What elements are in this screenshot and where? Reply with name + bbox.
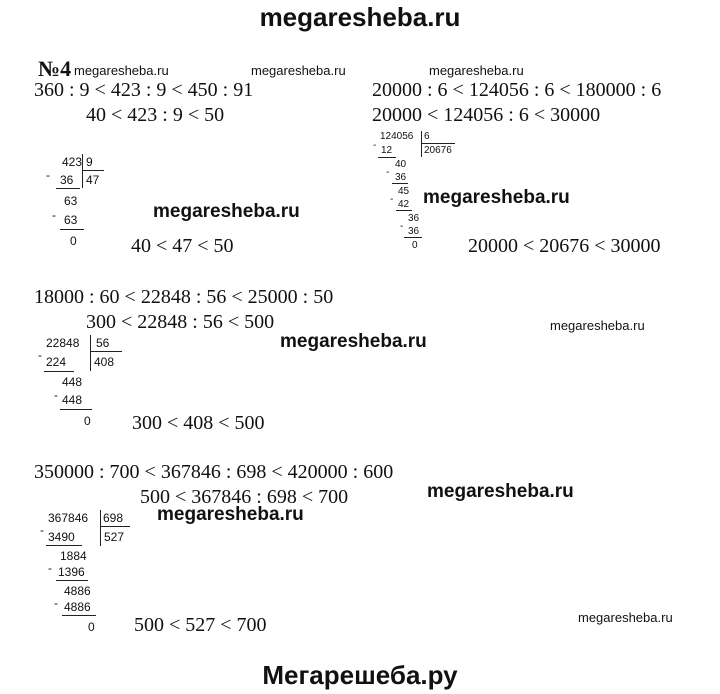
watermark-small: megaresheba.ru xyxy=(74,63,169,78)
p3-remainder-1: 448 xyxy=(62,375,83,389)
p4-inequality-1: 350000 : 700 < 367846 : 698 < 420000 : 600 xyxy=(34,461,394,483)
watermark-large: megaresheba.ru xyxy=(423,187,570,208)
watermark-small: megaresheba.ru xyxy=(251,63,346,78)
p3-remainder-final: 0 xyxy=(84,414,91,428)
p3-dividend: 22848 xyxy=(46,336,80,350)
p2-subtract-1: 12 xyxy=(381,145,393,156)
p1-remainder-final: 0 xyxy=(70,234,77,248)
watermark-large: megaresheba.ru xyxy=(427,481,574,502)
p4-subtract-2: 1396 xyxy=(58,565,85,579)
p4-remainder-final: 0 xyxy=(88,620,95,634)
p2-quotient: 20676 xyxy=(424,145,452,156)
p4-divisor: 698 xyxy=(103,511,124,525)
task-number: №4 xyxy=(38,56,72,81)
watermark-large: megaresheba.ru xyxy=(157,504,304,525)
p1-inequality-2: 40 < 423 : 9 < 50 xyxy=(86,104,225,126)
p1-remainder-1: 63 xyxy=(64,194,78,208)
p1-quotient: 47 xyxy=(86,173,100,187)
p3-subtract-1: 224 xyxy=(46,355,67,369)
p2-inequality-2: 20000 < 124056 : 6 < 30000 xyxy=(372,104,601,126)
p4-subtract-1: 3490 xyxy=(48,530,75,544)
p1-subtract-1: 36 xyxy=(60,173,74,187)
p2-remainder-final: 0 xyxy=(412,240,418,251)
watermark-small: megaresheba.ru xyxy=(429,63,524,78)
watermark-small: megaresheba.ru xyxy=(578,610,673,625)
watermark-small: megaresheba.ru xyxy=(550,318,645,333)
watermark-large: megaresheba.ru xyxy=(153,201,300,222)
p2-dividend: 124056 xyxy=(380,131,414,142)
p3-subtract-2: 448 xyxy=(62,393,83,407)
p1-inequality-1: 360 : 9 < 423 : 9 < 450 : 91 xyxy=(34,79,254,101)
p1-divisor: 9 xyxy=(86,155,93,169)
p4-inequality-2: 500 < 367846 : 698 < 700 xyxy=(140,486,349,508)
p1-result: 40 < 47 < 50 xyxy=(131,235,234,257)
p3-divisor: 56 xyxy=(96,336,110,350)
p1-dividend: 423 xyxy=(62,155,83,169)
p2-divisor: 6 xyxy=(424,131,430,142)
p4-subtract-3: 4886 xyxy=(64,600,91,614)
p2-result: 20000 < 20676 < 30000 xyxy=(468,235,661,257)
p3-result: 300 < 408 < 500 xyxy=(132,412,265,434)
header-site-title: megaresheba.ru xyxy=(259,2,461,32)
footer-site-title: Мегарешеба.ру xyxy=(262,660,458,690)
p2-remainder-3: 36 xyxy=(408,213,420,224)
p2-subtract-2: 36 xyxy=(395,172,407,183)
p2-remainder-2: 45 xyxy=(398,186,410,197)
p4-remainder-2: 4886 xyxy=(64,584,91,598)
p2-subtract-3: 42 xyxy=(398,199,410,210)
p4-quotient: 527 xyxy=(104,530,125,544)
p3-inequality-1: 18000 : 60 < 22848 : 56 < 25000 : 50 xyxy=(34,286,334,308)
p2-inequality-1: 20000 : 6 < 124056 : 6 < 180000 : 6 xyxy=(372,79,662,101)
p4-result: 500 < 527 < 700 xyxy=(134,614,267,636)
p3-quotient: 408 xyxy=(94,355,115,369)
p4-dividend: 367846 xyxy=(48,511,89,525)
p2-remainder-1: 40 xyxy=(395,159,407,170)
p3-inequality-2: 300 < 22848 : 56 < 500 xyxy=(86,311,275,333)
p1-subtract-2: 63 xyxy=(64,213,78,227)
p4-remainder-1: 1884 xyxy=(60,549,87,563)
p2-subtract-4: 36 xyxy=(408,226,420,237)
watermark-large: megaresheba.ru xyxy=(280,331,427,352)
